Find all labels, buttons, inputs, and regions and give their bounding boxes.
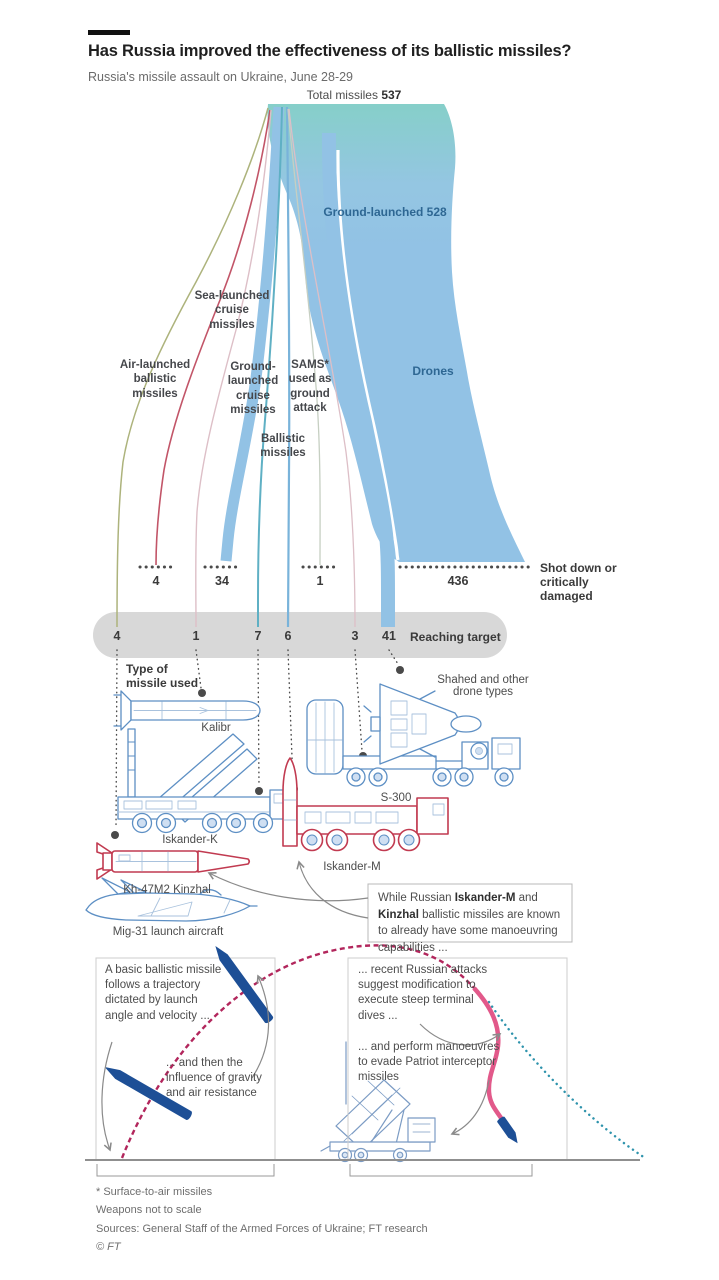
top-rule <box>88 30 130 35</box>
reaching-value: 3 <box>351 629 359 643</box>
intro-annotation: While Russian Iskander-M and Kinzhal ballistic missiles are known to already have some manoeuvring capabilities ... <box>378 892 561 955</box>
page-title: Has Russia improved the effectiveness of its ballistic missiles? <box>88 42 572 60</box>
total-missiles-label: Total missiles 537 <box>306 88 402 102</box>
weapon-section-label: Type of missile used <box>126 662 199 691</box>
reaching-value: 4 <box>113 629 121 643</box>
shot-down-value: 34 <box>215 574 229 588</box>
shot-down-value: 4 <box>152 574 160 588</box>
sources-line: Sources: General Staff of the Armed Forces of Ukraine; FT research <box>96 1223 428 1235</box>
weapon-label-s300: S-300 <box>380 792 412 804</box>
label-sea-launched: Sea-launched cruise missiles <box>194 290 270 331</box>
footnote-scale: Weapons not to scale <box>96 1204 202 1216</box>
flow-sea-shot-down <box>156 110 270 565</box>
page-subtitle: Russia's missile assault on Ukraine, June 28-29 <box>88 70 354 84</box>
weapon-label-iskander-k: Iskander-K <box>162 834 218 846</box>
label-ballistic: Ballistic missiles <box>260 433 306 460</box>
missile-diving <box>496 1116 521 1146</box>
reaching-value: 1 <box>192 629 200 643</box>
total-missiles-value: 537 <box>381 88 402 102</box>
annotation-terminal-dive: ... recent Russian attacks suggest modification to execute steep terminal dives ... <box>358 964 488 1022</box>
label-ground-launched: Ground-launched 528 <box>323 205 447 219</box>
kinzhal-illustration <box>97 843 249 879</box>
iskander-k-illustration <box>118 729 291 833</box>
weapon-label-kinzhal: Kh-47M2 Kinzhal <box>123 884 211 896</box>
weapon-label-iskander-m: Iskander-M <box>323 861 381 873</box>
iskander-m-illustration <box>283 758 448 851</box>
bottom-bracket <box>350 1164 532 1176</box>
reaching-value: 41 <box>382 629 396 643</box>
arrow-to-kinzhal <box>209 873 368 901</box>
arrow-to-launch-point <box>102 1042 112 1150</box>
label-ground-cruise: Ground-launched cruise missiles <box>227 361 279 416</box>
shot-down-value: 1 <box>316 574 324 588</box>
shot-down-label: Shot down or critically damaged <box>540 561 617 604</box>
reaching-value: 6 <box>284 629 292 643</box>
weapon-label-shahed: Shahed and other drone types <box>437 674 529 698</box>
flow-drones-shot-down <box>268 104 525 562</box>
copyright: © FT <box>96 1241 121 1253</box>
bottom-bracket <box>97 1164 274 1176</box>
reaching-label: Reaching target <box>410 630 501 644</box>
annotation-gravity: ... and then the influence of gravity and air resistance <box>166 1057 262 1100</box>
annotation-evade-patriot: ... and perform manoeuvres to evade Patriot interceptor missiles <box>358 1041 500 1084</box>
kalibr-illustration <box>114 691 260 730</box>
shot-down-value: 436 <box>447 574 469 588</box>
weapon-label-kalibr: Kalibr <box>201 722 231 734</box>
weapon-label-mig31: Mig-31 launch aircraft <box>112 926 224 938</box>
label-sams: SAMS* used as ground attack <box>288 359 332 414</box>
annotation-basic-trajectory: A basic ballistic missile follows a trajectory dictated by launch angle and velocity ... <box>105 964 222 1022</box>
footnote-sam: * Surface-to-air missiles <box>96 1186 213 1198</box>
arrow-to-patriot <box>452 1080 489 1134</box>
reaching-value: 7 <box>254 629 262 643</box>
label-drones: Drones <box>412 364 454 378</box>
label-air-launched: Air-launched ballistic missiles <box>119 359 191 400</box>
